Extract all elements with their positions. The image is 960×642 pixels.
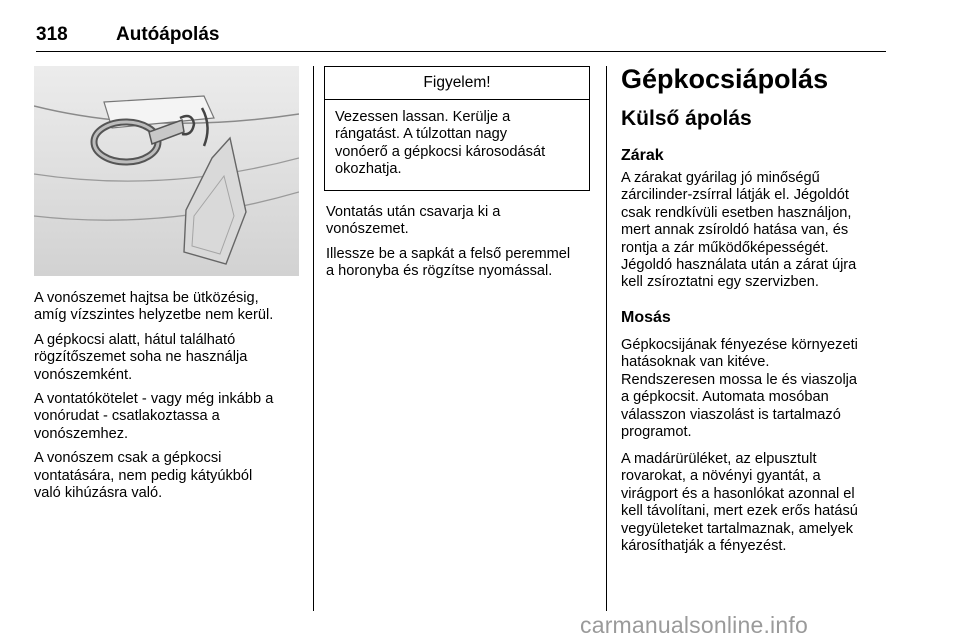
column-divider [606, 66, 607, 611]
paragraph: Vontatás után csavarja ki a vonószemet. [326, 204, 501, 238]
warning-box [324, 66, 590, 191]
column-left [34, 290, 302, 509]
paragraph: A vonószem csak a gépkocsi vontatására, nem pedig kátyúkból való kihúzásra való. [34, 450, 253, 502]
paragraph: A vonószemet hajtsa be ütközésig, amíg vízszintes helyzetbe nem kerül. [34, 290, 274, 324]
wash-text: Gépkocsijának fényezése környezeti hatásoknak van kitéve. Rendszeresen mossa le és viaszolja a gépkocsit. Automata mosóban válasszon viaszolást is tartalmazó programot. [621, 337, 858, 441]
locks-heading: Zárak [621, 147, 664, 164]
header-rule [36, 51, 886, 52]
column-divider [313, 66, 314, 611]
page-header [36, 24, 886, 50]
warning-title: Figyelem! [325, 67, 589, 100]
subsection-heading: Külső ápolás [621, 107, 752, 130]
wash-text: A madárürüléket, az elpusztult rovarokat, a növényi gyantát, a virágport és a hasonlókat azonnal el kell távolítani, mert ezek erős hatású vegyületeket tartalmaznak, amelyek károsíthatják a fényezést. [621, 451, 858, 555]
section-heading: Gépkocsiápolás [621, 64, 829, 94]
towing-eye-drawing [34, 66, 299, 276]
paragraph: Illessze be a sapkát a felső peremmel a horonyba és rögzítse nyomással. [326, 245, 571, 280]
paragraph: A gépkocsi alatt, hátul található rögzítőszemet soha ne használja vonószemként. [34, 331, 248, 383]
watermark: carmanualsonline.info [580, 612, 808, 638]
locks-text: A zárakat gyárilag jó minőségű zárcilinder-zsírral látják el. Jégoldót csak rendkívüli esetben használjon, mert annak zsíroldó hatása van, és rontja a zár működőképességét. Jégoldó használata után a zárat újra kell zsíroztatni egy szervizben. [621, 170, 857, 291]
wash-heading: Mosás [621, 309, 671, 326]
page-number: 318 [36, 24, 68, 45]
warning-text: Vezessen lassan. Kerülje a rángatást. A túlzottan nagy vonóerő a gépkocsi károsodását okozhatja. [335, 109, 546, 178]
paragraph: A vontatókötelet - vagy még inkább a vonórudat - csatlakoztassa a vonószemhez. [34, 391, 274, 442]
column-middle [326, 204, 592, 288]
chapter-title: Autóápolás [116, 24, 220, 45]
towing-eye-illustration [34, 66, 299, 276]
